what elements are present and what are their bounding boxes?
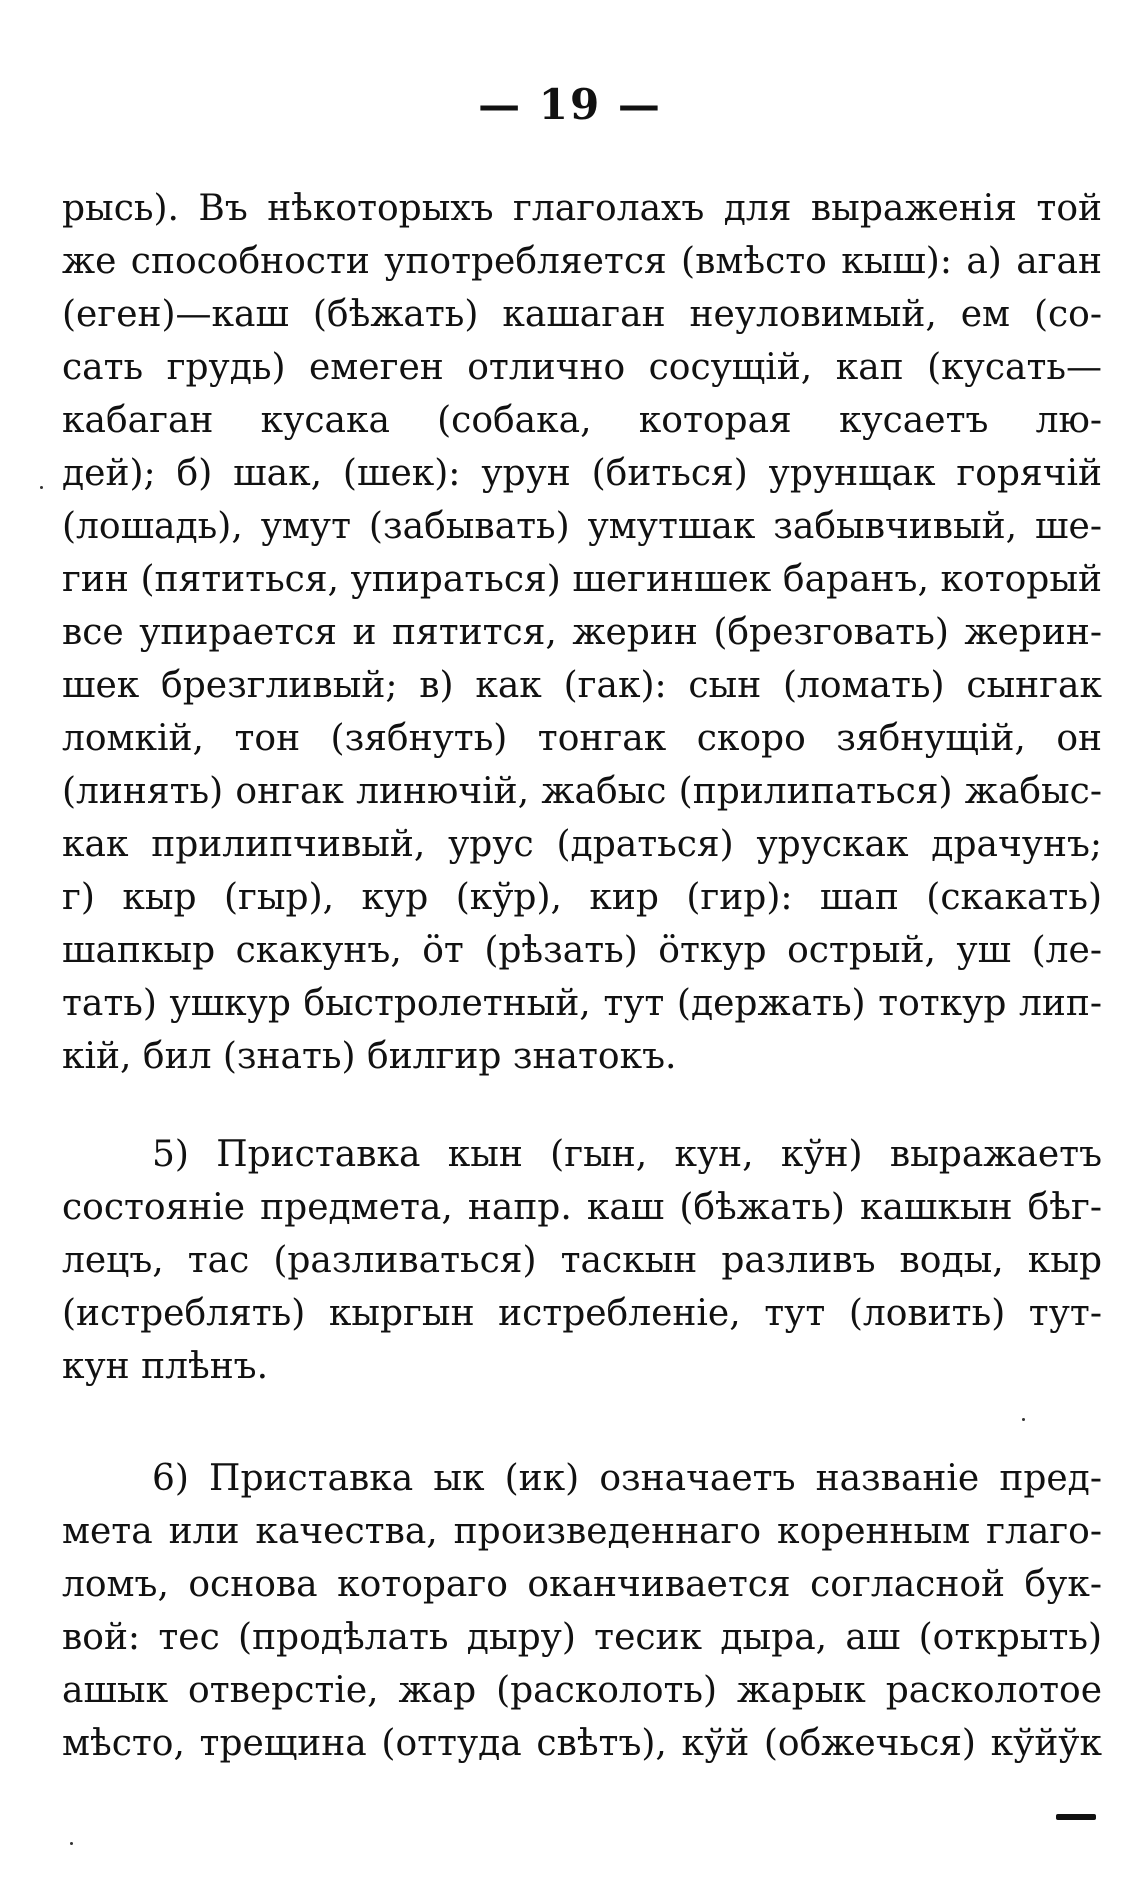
text-line: состояніе предмета, напр. каш (бѣжать) кашкын бѣг- bbox=[62, 1187, 1102, 1228]
text-line: вой: тес (продѣлать дыру) тесик дыра, аш (открыть) bbox=[62, 1617, 1102, 1658]
scan-corner-mark bbox=[1056, 1814, 1096, 1820]
text-line: сать грудь) емеген отлично сосущій, кап (кусать— bbox=[62, 347, 1102, 388]
text-line: гин (пятиться, упираться) шегиншек баранъ, который bbox=[62, 559, 1102, 600]
text-line: кун плѣнъ. bbox=[62, 1346, 269, 1387]
text-line: (истреблять) кыргын истребленіе, тут (ловить) тут- bbox=[62, 1293, 1102, 1334]
text-line: дей); б) шак, (шек): урун (биться) урунщак горячій bbox=[62, 453, 1102, 494]
scan-speck bbox=[40, 486, 43, 489]
scan-speck bbox=[70, 1842, 73, 1845]
text-line: тать) ушкур быстролетный, тут (держать) тоткур лип- bbox=[62, 983, 1102, 1024]
text-line: шапкыр скакунъ, öт (рѣзать) öткур острый, уш (ле- bbox=[62, 930, 1102, 971]
paragraph-prefix-yk bbox=[62, 1452, 1102, 1770]
text-line: 5) Приставка кын (гын, кун, кўн) выражаетъ bbox=[152, 1134, 1102, 1175]
text-line: (еген)—каш (бѣжать) кашаган неуловимый, ем (со- bbox=[62, 294, 1102, 335]
paragraph-prefix-kyn bbox=[62, 1128, 1102, 1393]
page-number: — 19 — bbox=[478, 80, 662, 129]
paragraph-suffix-examples bbox=[62, 182, 1102, 1083]
scan-speck bbox=[1022, 1418, 1025, 1421]
text-line: кій, бил (знать) билгир знатокъ. bbox=[62, 1036, 677, 1077]
text-line: г) кыр (гыр), кур (кўр), кир (гир): шап (скакать) bbox=[62, 877, 1102, 918]
text-line: кабаган кусака (собака, которая кусаетъ лю- bbox=[62, 400, 1102, 441]
text-line: ломъ, основа котораго оканчивается согласной бук- bbox=[62, 1564, 1102, 1605]
text-line: мѣсто, трещина (оттуда свѣтъ), кўй (обжечься) кўйўк bbox=[62, 1723, 1102, 1764]
text-line: (лошадь), умут (забывать) умутшак забывчивый, ше- bbox=[62, 506, 1102, 547]
text-line: как прилипчивый, урус (драться) урускак драчунъ; bbox=[62, 824, 1102, 865]
text-line: (линять) онгак линючій, жабыс (прилипаться) жабыс- bbox=[62, 771, 1102, 812]
text-line: рысь). Въ нѣкоторыхъ глаголахъ для выраженія той bbox=[62, 188, 1102, 229]
text-line: же способности употребляется (вмѣсто кыш): а) аган bbox=[62, 241, 1102, 282]
text-line: все упирается и пятится, жерин (брезговать) жерин- bbox=[62, 612, 1102, 653]
text-line: ашык отверстіе, жар (расколоть) жарык расколотое bbox=[62, 1670, 1102, 1711]
text-line: 6) Приставка ык (ик) означаетъ названіе пред- bbox=[152, 1458, 1102, 1499]
text-line: шек брезгливый; в) как (гак): сын (ломать) сынгак bbox=[62, 665, 1102, 706]
text-line: ломкій, тон (зябнуть) тонгак скоро зябнущій, он bbox=[62, 718, 1102, 759]
text-line: мета или качества, произведеннаго коренным глаго- bbox=[62, 1511, 1102, 1552]
text-line: лецъ, тас (разливаться) таскын разливъ воды, кыр bbox=[62, 1240, 1102, 1281]
